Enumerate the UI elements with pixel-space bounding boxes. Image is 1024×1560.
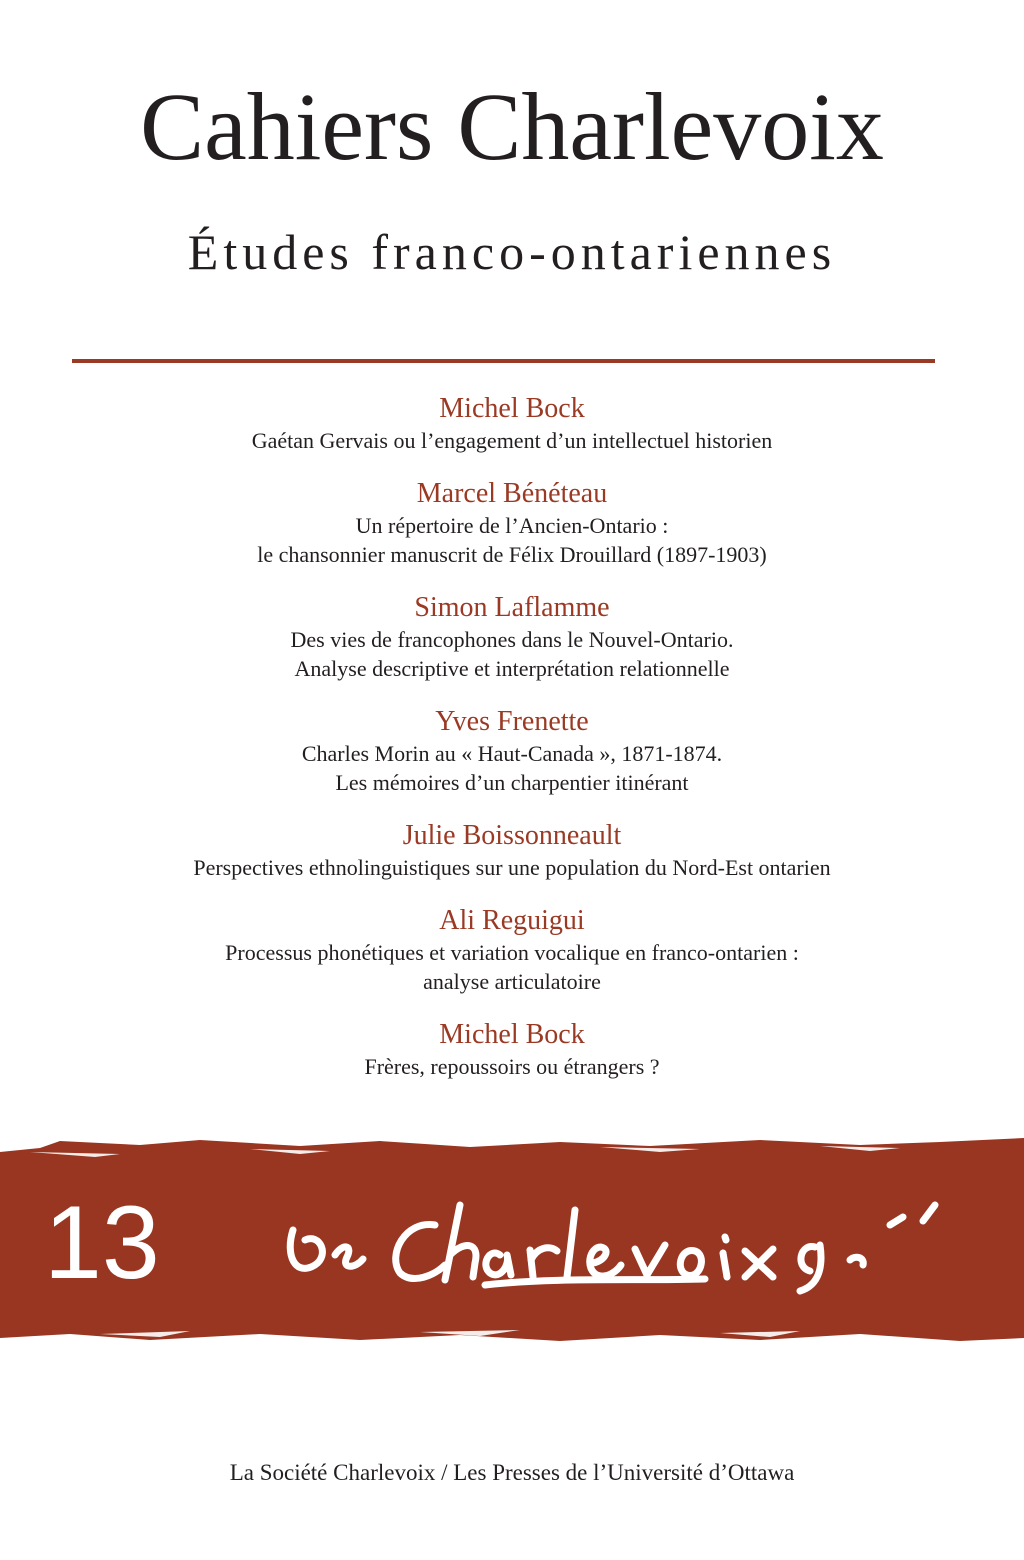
toc-entry — [0, 392, 1024, 455]
toc-entry — [0, 819, 1024, 882]
toc-article-title: Des vies de francophones dans le Nouvel-Ontario. — [290, 627, 734, 652]
journal-subtitle: Études franco-ontariennes — [187, 224, 837, 280]
toc-entry — [0, 705, 1024, 797]
divider-rule — [72, 359, 935, 363]
charlevoix-signature — [275, 1185, 955, 1295]
toc-article-title: Gaétan Gervais ou l’engagement d’un intellectuel historien — [251, 428, 773, 453]
toc-entry — [0, 1018, 1024, 1081]
toc-author: Yves Frenette — [435, 706, 589, 737]
toc-entry — [0, 477, 1024, 569]
toc-article-title: Les mémoires d’un charpentier itinérant — [335, 770, 689, 795]
toc-author: Julie Boissonneault — [402, 820, 622, 851]
toc-article-title: le chansonnier manuscrit de Félix Drouillard (1897-1903) — [257, 542, 767, 567]
toc-author: Michel Bock — [439, 393, 585, 424]
toc-author: Marcel Bénéteau — [416, 478, 608, 509]
table-of-contents — [0, 392, 1024, 1103]
publisher-line: La Société Charlevoix / Les Presses de l’Université d’Ottawa — [229, 1460, 795, 1485]
toc-article-title: Analyse descriptive et interprétation relationnelle — [294, 656, 730, 681]
toc-entry — [0, 591, 1024, 683]
issue-number: 13 — [44, 1185, 160, 1301]
toc-author: Simon Laflamme — [414, 592, 610, 623]
toc-author: Ali Reguigui — [439, 905, 585, 936]
journal-title: Cahiers Charlevoix — [140, 73, 884, 180]
toc-article-title: Processus phonétiques et variation vocalique en franco-ontarien : — [225, 940, 799, 965]
toc-article-title: Frères, repoussoirs ou étrangers ? — [364, 1054, 660, 1079]
toc-article-title: analyse articulatoire — [423, 969, 601, 994]
toc-entry — [0, 904, 1024, 996]
toc-article-title: Un répertoire de l’Ancien-Ontario : — [355, 513, 669, 538]
toc-article-title: Perspectives ethnolinguistiques sur une population du Nord-Est ontarien — [193, 855, 831, 880]
toc-article-title: Charles Morin au « Haut-Canada », 1871-1874. — [301, 741, 723, 766]
toc-author: Michel Bock — [439, 1019, 585, 1050]
